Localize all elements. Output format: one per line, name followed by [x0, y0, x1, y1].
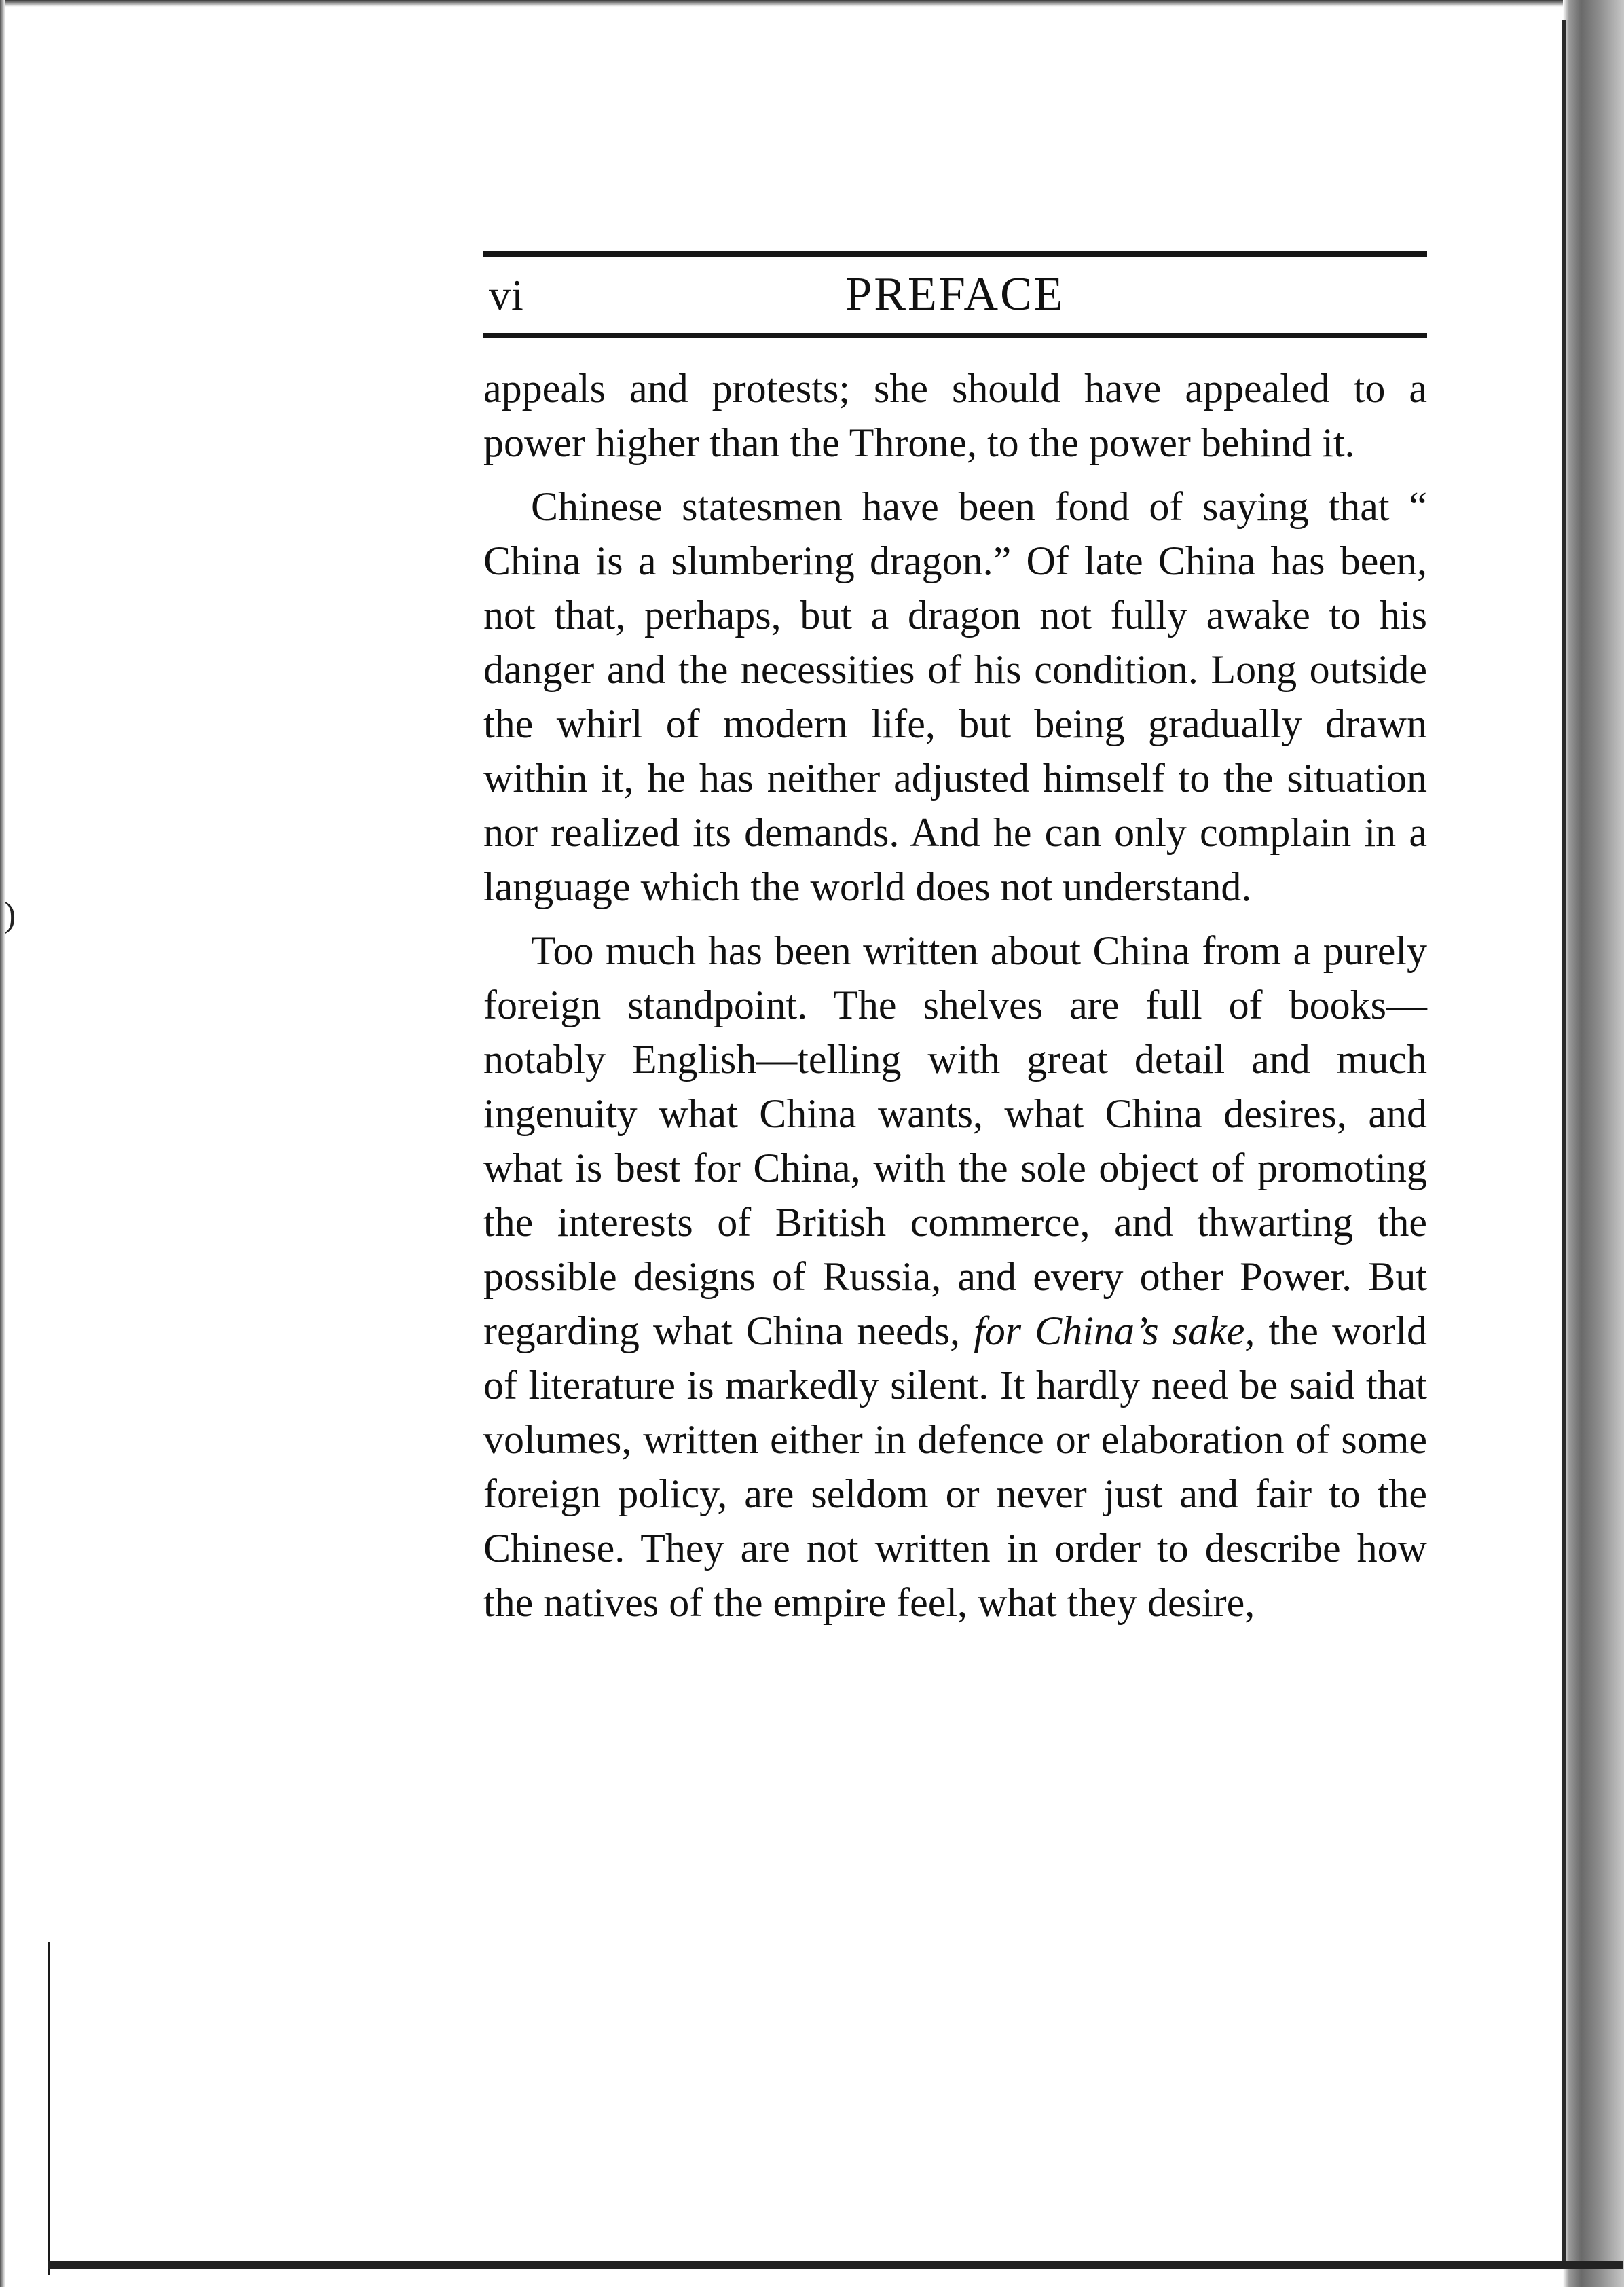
paragraph-2: Chinese statesmen have been fond of saying that “ China is a slumbering dragon.” Of late China has been, not that, perhaps, but a dragon not fully awake to his danger and the necessities of his condition. Long outside the whirl of modern life, but being gradually drawn within it, he has neither adjusted himself to the situation nor realized its demands. And he can only complain in a language which the world does not understand.: [483, 484, 1427, 909]
scan-edge-left: [0, 0, 5, 2287]
scan-edge-bottom: [48, 2261, 1623, 2269]
scan-edge-top: [0, 0, 1624, 7]
scan-edge-right: [1563, 0, 1624, 2287]
paragraph-3-text-after: the world of literature is markedly silent. It hardly need be said that volumes, written either in defence or elaboration of some foreign policy, are seldom or never just and fair to the Chinese. They are not written in order to describe how the natives of the empire feel, what they desire,: [483, 1309, 1427, 1625]
running-head: [483, 257, 1427, 333]
header-rule-bottom: [483, 333, 1427, 338]
body-text: [483, 361, 1427, 1630]
margin-mark: ): [4, 896, 16, 934]
page-number: vi: [489, 271, 524, 319]
scan-edge-right-line: [1562, 20, 1566, 2261]
header-rule-top: [483, 251, 1427, 257]
running-head-title: PREFACE: [845, 268, 1065, 321]
paragraph-3: [483, 923, 1427, 1630]
book-page: [483, 251, 1427, 1639]
paragraph-3-text-before: Too much has been written about China from a purely foreign standpoint. The shelves are full of books—notably English—telling with great detail and much ingenuity what China wants, what China desires, and what is best for China, with the sole object of promoting the interests of British commerce, and thwarting the possible designs of Russia, and every other Power. But regarding what China needs,: [483, 928, 1427, 1353]
paragraph-1: appeals and protests; she should have appealed to a power higher than the Throne, to the power behind it.: [483, 366, 1427, 465]
scan-edge-left-inner: [48, 1942, 50, 2275]
paragraph-3-italic: for China’s sake,: [974, 1309, 1255, 1353]
